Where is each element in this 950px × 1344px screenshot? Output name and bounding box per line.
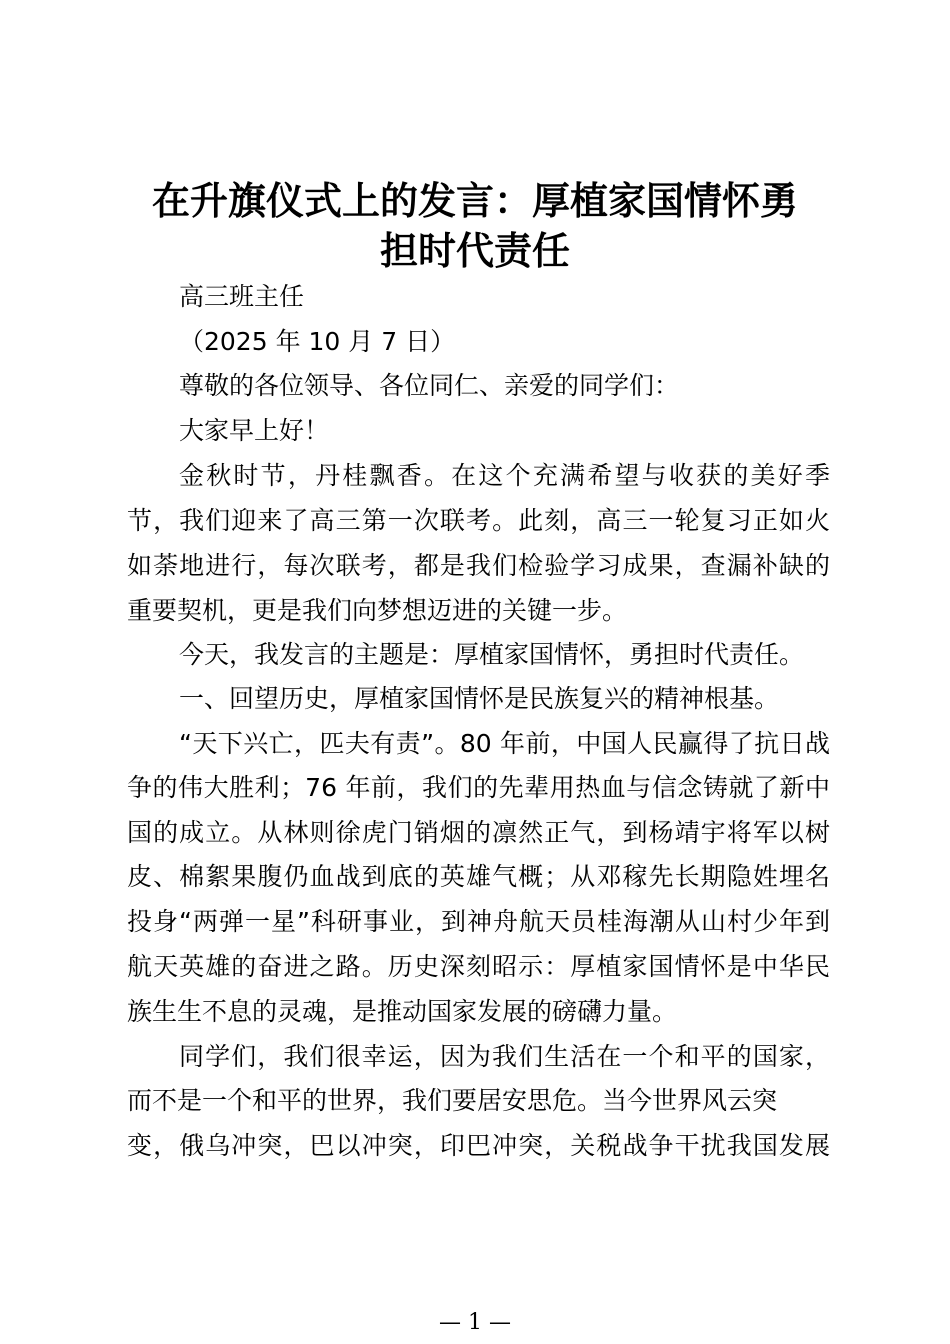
body-text-line: 大家早上好！ <box>179 416 330 445</box>
body-text-line: 尊敬的各位领导、各位同仁、亲爱的同学们： <box>179 371 680 400</box>
body-text-line: 一、回望历史，厚植家国情怀是民族复兴的精神根基。 <box>179 684 780 713</box>
body-text-line: 如荼地进行，每次联考，都是我们检验学习成果，查漏补缺的 <box>127 551 830 580</box>
page-number: — 1 — <box>439 1310 511 1335</box>
body-text-line: 投身“两弹一星”科研事业，到神舟航天员桂海潮从山村少年到 <box>127 907 830 936</box>
body-text-line: 族生生不息的灵魂，是推动国家发展的磅礴力量。 <box>127 997 678 1026</box>
document-title-line-1: 在升旗仪式上的发言：厚植家国情怀勇 <box>151 178 798 223</box>
body-text-line: 变，俄乌冲突，巴以冲突，印巴冲突，关税战争干扰我国发展 <box>127 1131 830 1160</box>
body-text-line: 国的成立。从林则徐虎门销烟的凛然正气，到杨靖宇将军以树 <box>127 818 830 847</box>
body-text-line: “天下兴亡，匹夫有责”。80 年前，中国人民赢得了抗日战 <box>179 729 830 758</box>
body-text-line: （2025 年 10 月 7 日） <box>179 327 456 356</box>
body-text-line: 节，我们迎来了高三第一次联考。此刻，高三一轮复习正如火 <box>127 506 830 535</box>
body-text-line: 今天，我发言的主题是：厚植家国情怀，勇担时代责任。 <box>179 640 805 669</box>
body-text-line: 航天英雄的奋进之路。历史深刻昭示：厚植家国情怀是中华民 <box>127 952 830 981</box>
body-text-line: 重要契机，更是我们向梦想迈进的关键一步。 <box>127 596 628 625</box>
body-text-line: 争的伟大胜利；76 年前，我们的先辈用热血与信念铸就了新中 <box>127 773 830 802</box>
body-text-line: 皮、棉絮果腹仍血战到底的英雄气概；从邓稼先长期隐姓埋名 <box>127 862 830 891</box>
body-text-line: 而不是一个和平的世界，我们要居安思危。当今世界风云突 <box>127 1086 778 1115</box>
body-text-line: 金秋时节，丹桂飘香。在这个充满希望与收获的美好季 <box>179 461 830 490</box>
body-text-line: 同学们，我们很幸运，因为我们生活在一个和平的国家， <box>179 1042 830 1071</box>
body-text-line: 高三班主任 <box>179 282 305 311</box>
document-title-line-2: 担时代责任 <box>379 228 570 273</box>
